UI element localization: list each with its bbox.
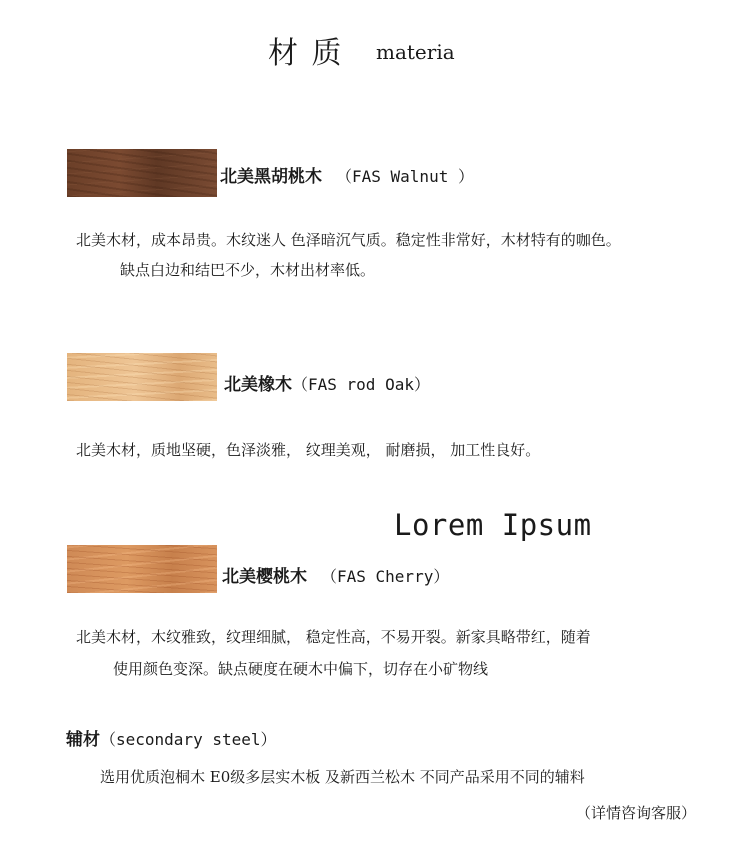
cherry-description-line1: 北美木材，木纹雅致，纹理细腻， 稳定性高，不易开裂。新家具略带红，随着 [76,628,591,646]
walnut-heading [220,162,474,187]
cherry-description-line2: 使用颜色变深。缺点硬度在硬木中偏下，切存在小矿物线 [113,660,489,678]
oak-description-line1: 北美木材，质地坚硬，色泽淡雅， 纹理美观， 耐磨损， 加工性良好。 [76,441,541,459]
secondary-note: （详情咨询客服） [576,804,697,822]
walnut-wood-swatch [67,149,217,197]
cherry-heading [222,562,449,587]
secondary-title-en: （secondary steel） [100,730,277,749]
page-title: 材 质 [268,36,344,71]
oak-wood-swatch [67,353,217,401]
walnut-description-line2: 缺点白边和结巴不少，木材出材率低。 [120,261,376,279]
oak-name-cn: 北美橡木 [224,375,292,395]
walnut-description-line1: 北美木材，成本昂贵。木纹迷人 色泽暗沉气质。稳定性非常好，木材特有的咖色。 [76,231,621,249]
secondary-description: 选用优质泡桐木 E0级多层实木板 及新西兰松木 不同产品采用不同的辅料 [100,768,585,786]
walnut-name-cn: 北美黑胡桃木 [220,167,322,187]
lorem-ipsum-text: Lorem Ipsum [394,508,592,542]
cherry-name-en: （FAS Cherry） [321,567,450,586]
walnut-name-en: （FAS Walnut ） [336,167,474,186]
page-title-english: materia [376,40,455,64]
oak-name-en: （FAS rod Oak） [292,375,430,394]
secondary-materials-heading [66,725,277,750]
secondary-title-cn: 辅材 [66,730,100,750]
cherry-wood-swatch [67,545,217,593]
oak-heading [224,370,430,395]
cherry-name-cn: 北美樱桃木 [222,567,307,587]
